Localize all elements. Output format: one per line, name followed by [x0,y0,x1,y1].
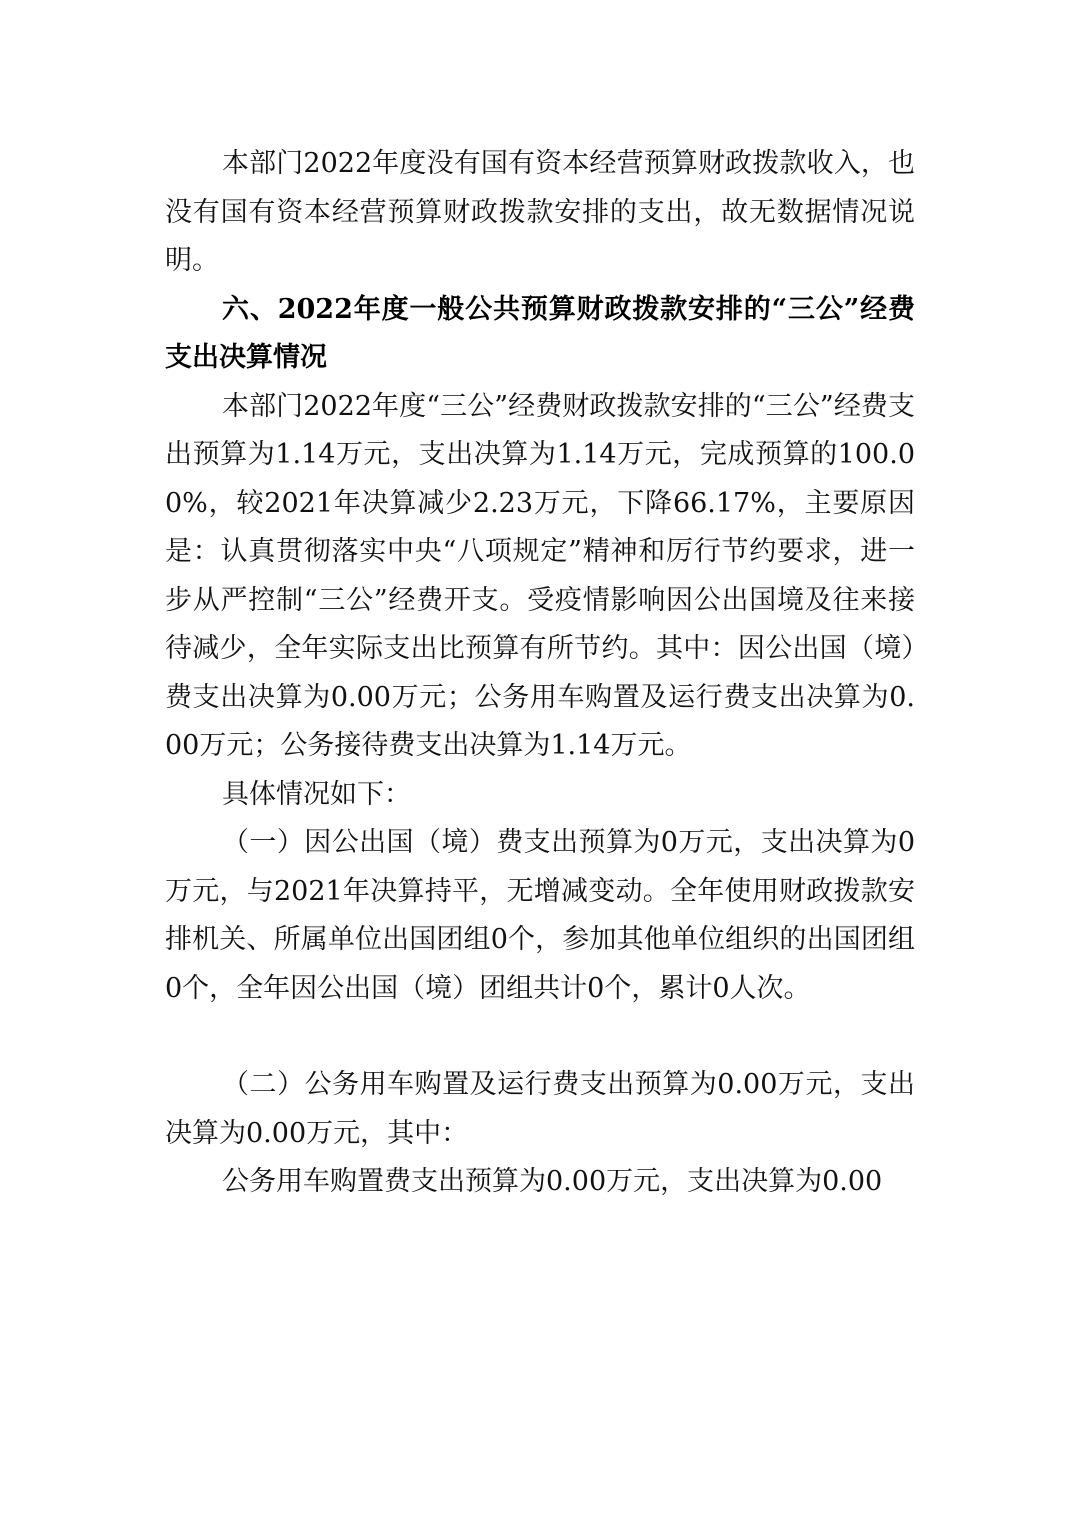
paragraph-details-intro: 具体情况如下： [222,778,411,810]
document-body [165,140,915,1207]
paragraph-state-capital-note: 本部门2022年度没有国有资本经营预算财政拨款收入，也没有国有资本经营预算财政拨款安排的支出，故无数据情况说明。 [165,148,915,276]
paragraph-vehicle-purchase: 公务用车购置费支出预算为0.00万元，支出决算为0.00 [222,1166,883,1197]
section-heading-three-public-expenses: 六、2022年度一般公共预算财政拨款安排的“三公”经费支出决算情况 [165,293,915,373]
paragraph-overseas-travel: （一）因公出国（境）费支出预算为0万元，支出决算为0万元，与2021年决算持平，无增减变动。全年使用财政拨款安排机关、所属单位出国团组0个，参加其他单位组织的出国团组0个，全年因公出国（境）团组共计0个，累计0人次。 [165,827,915,1004]
paragraph-official-vehicles: （二）公务用车购置及运行费支出预算为0.00万元，支出决算为0.00万元，其中： [165,1069,915,1149]
paragraph-three-public-summary: 本部门2022年度“三公”经费财政拨款安排的“三公”经费支出预算为1.14万元，支出决算为1.14万元，完成预算的100.00%，较2021年决算减少2.23万元，下降66.17%，主要原因是：认真贯彻落实中央“八项规定”精神和厉行节约要求，进一步从严控制“三公”经费开支。受疫情影响因公出国境及往来接待减少，全年实际支出比预算有所节约。其中：因公出国（境）费支出决算为0.00万元；公务用车购置及运行费支出决算为0.00万元；公务接待费支出决算为1.14万元。 [165,390,915,761]
paragraph-spacer [165,1013,915,1061]
